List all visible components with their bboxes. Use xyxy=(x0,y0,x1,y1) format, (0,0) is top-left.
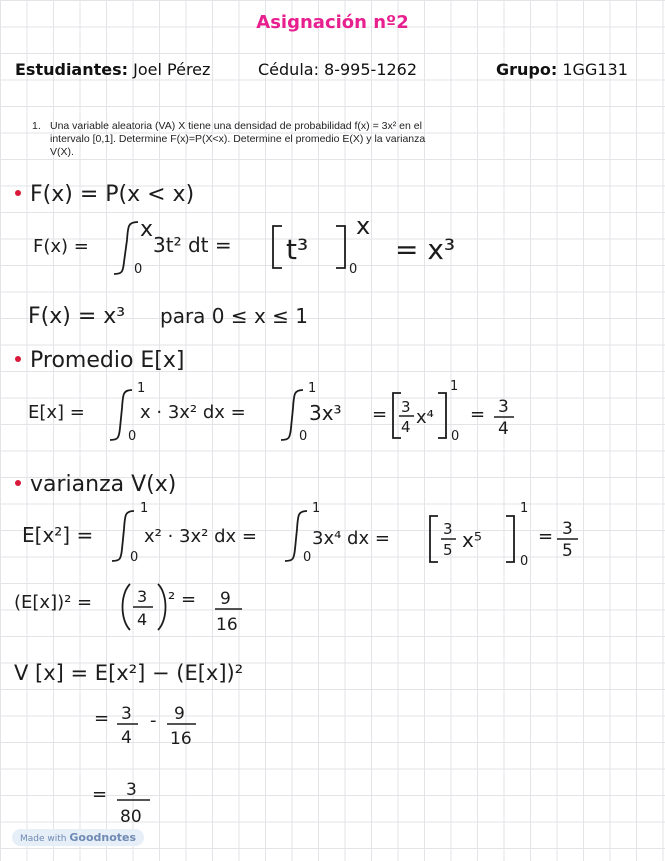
s3-integrand: x² · 3x² dx = xyxy=(144,526,257,547)
s5-frac2-den: 16 xyxy=(170,729,192,749)
s3-bracket-num: 3 xyxy=(443,520,453,538)
s5-frac1-num: 3 xyxy=(121,704,132,724)
s3-bracket-lower: 0 xyxy=(520,554,529,569)
s2-term: 3x³ xyxy=(309,401,342,425)
s2-heading: Promedio E[x] xyxy=(30,348,185,373)
s3-bracket-right xyxy=(506,516,514,562)
s1-bracket-left xyxy=(273,226,282,268)
s5-frac1-den: 4 xyxy=(121,728,132,748)
s2-integrand: x · 3x² dx = xyxy=(140,402,246,423)
bullet-3 xyxy=(15,480,21,486)
s2-int1-lower: 0 xyxy=(128,429,137,444)
s3-int2-lower: 0 xyxy=(303,550,312,565)
s5-final-den: 80 xyxy=(120,807,142,827)
group-label: Grupo: xyxy=(496,60,558,79)
s2-result-den: 4 xyxy=(498,419,509,439)
s5-frac2-num: 9 xyxy=(174,704,185,724)
s1-integrand: 3t² dt = xyxy=(153,233,232,257)
s2-int2-lower: 0 xyxy=(299,429,308,444)
s2-int1-upper: 1 xyxy=(137,381,146,396)
s2-result-num: 3 xyxy=(498,397,509,417)
s2-int2-upper: 1 xyxy=(308,381,317,396)
s2-bracket-lower: 0 xyxy=(451,429,460,444)
s4-paren-num: 3 xyxy=(137,587,148,606)
s1-bracket-content: t³ xyxy=(286,233,309,266)
id-value: 8-995-1262 xyxy=(324,60,418,79)
s5-final-num: 3 xyxy=(126,780,137,800)
s4-result-num: 9 xyxy=(220,589,231,609)
badge-brand: Goodnotes xyxy=(69,831,137,844)
s2-bracket-num: 3 xyxy=(401,398,411,416)
s3-result-num: 3 xyxy=(562,519,573,539)
s4-paren-exp: ² = xyxy=(168,589,197,610)
s4-result-den: 16 xyxy=(216,615,238,635)
s1-final-range: para 0 ≤ x ≤ 1 xyxy=(160,304,309,328)
s1-bracket-upper: x xyxy=(356,212,371,240)
s3-int2-upper: 1 xyxy=(312,501,321,516)
page-title: Asignación nº2 xyxy=(256,12,409,33)
s1-result: = x³ xyxy=(395,233,456,266)
s3-result-den: 5 xyxy=(562,541,573,561)
s1-heading: F(x) = P(x < x) xyxy=(30,182,195,207)
s2-lhs: E[x] = xyxy=(28,402,85,423)
s1-bracket-right xyxy=(336,226,345,268)
s3-result-eq: = xyxy=(538,526,554,547)
problem-text: Una variable aleatoria (VA) X tiene una densidad de probabilidad f(x) = 3x² en el intervalo [0,1]. Determine F(x)=P(X<x). Determine el promedio E(X) y la varianza V(X). xyxy=(50,120,426,158)
students-label: Estudiantes: xyxy=(15,60,129,79)
s3-bracket-den: 5 xyxy=(443,541,453,559)
s4-lhs: (E[x])² = xyxy=(14,592,93,613)
s5-lhs: V [x] = E[x²] − (E[x])² xyxy=(14,661,244,685)
s5-eq1: = xyxy=(94,708,110,729)
s3-lhs: E[x²] = xyxy=(22,523,94,547)
s3-int1-lower: 0 xyxy=(130,550,139,565)
id-label: Cédula: xyxy=(258,60,319,79)
students-value: Joel Pérez xyxy=(133,60,211,79)
group-value: 1GG131 xyxy=(562,60,628,79)
s4-paren-right xyxy=(158,584,166,630)
s1-int-lower: 0 xyxy=(134,262,143,277)
s2-bracket-var: x⁴ xyxy=(416,407,434,428)
s4-paren-den: 4 xyxy=(137,610,148,629)
s2-result-eq: = xyxy=(470,404,486,425)
problem-number: 1. xyxy=(32,120,41,132)
s1-bracket-lower: 0 xyxy=(349,262,358,277)
s3-heading: varianza V(x) xyxy=(30,472,177,497)
s3-int1-upper: 1 xyxy=(140,501,149,516)
s1-lhs: F(x) = xyxy=(33,236,89,257)
bullet-1 xyxy=(15,190,21,196)
s2-eq: = xyxy=(372,404,388,425)
s5-eq2: = xyxy=(92,784,108,805)
badge-prefix: Made with xyxy=(20,834,67,844)
s2-bracket-right xyxy=(438,393,446,438)
s3-bracket-var: x⁵ xyxy=(462,528,482,552)
s5-minus: - xyxy=(150,710,157,731)
goodnotes-badge xyxy=(12,829,144,846)
s1-int-upper: x xyxy=(140,217,154,242)
bullet-2 xyxy=(15,356,21,362)
s2-bracket-den: 4 xyxy=(401,418,411,436)
s2-bracket-upper: 1 xyxy=(450,379,459,394)
s1-final: F(x) = x³ xyxy=(28,304,126,329)
s3-bracket-upper: 1 xyxy=(520,501,529,516)
s3-term: 3x⁴ dx = xyxy=(312,528,390,549)
s4-paren-left xyxy=(123,584,131,630)
s3-bracket-left xyxy=(430,516,438,562)
